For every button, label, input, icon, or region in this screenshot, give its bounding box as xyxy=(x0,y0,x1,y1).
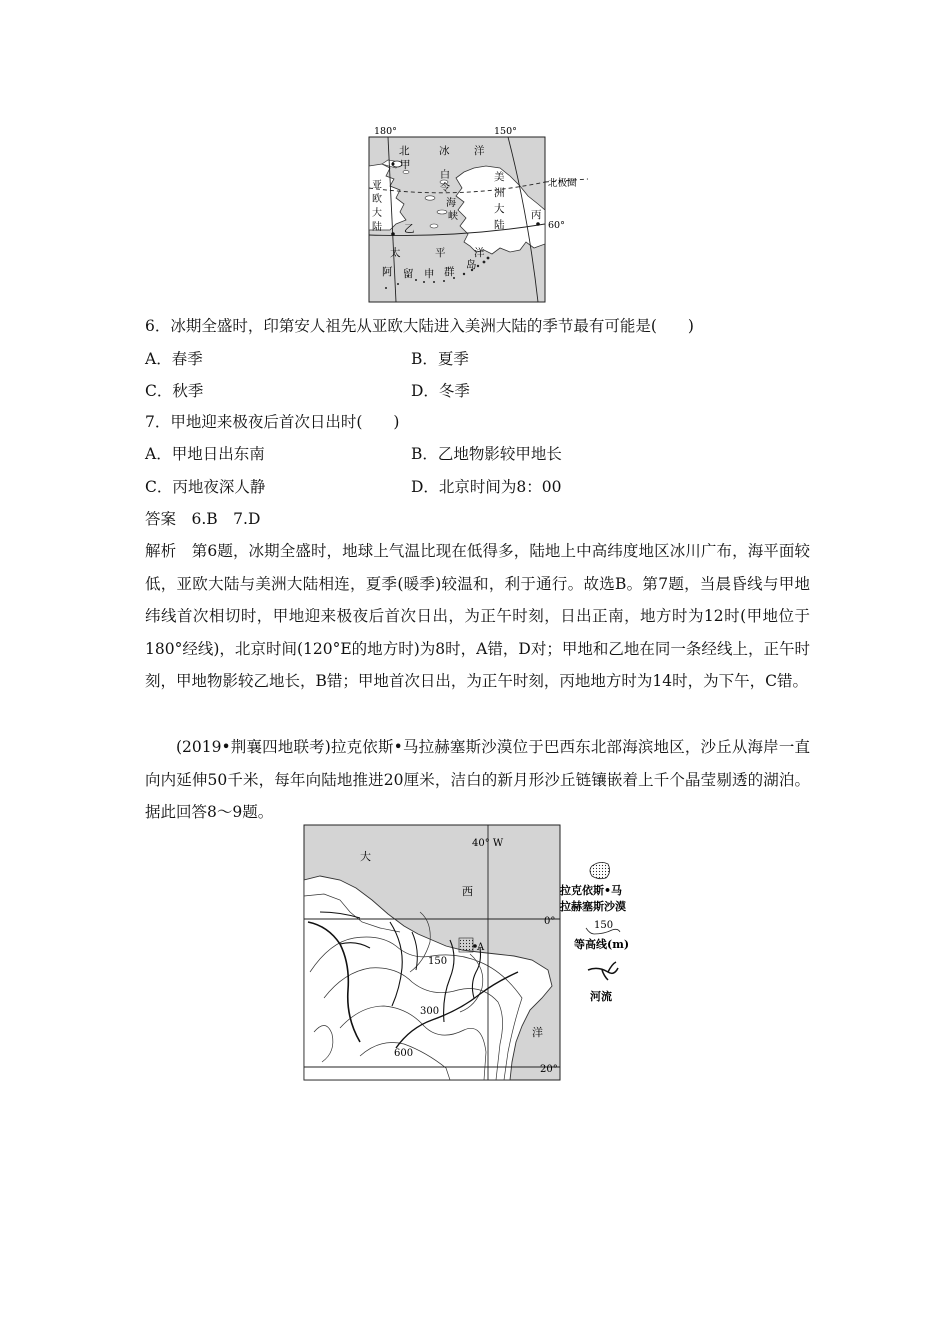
islands-char-5: 岛 xyxy=(466,259,477,271)
strait-char-2: 令 xyxy=(440,183,450,194)
islands-char-2: 留 xyxy=(403,268,414,280)
ocean-label-3: 洋 xyxy=(474,145,485,157)
lat-20-label: 20° xyxy=(540,1064,558,1075)
pacific-char-1: 太 xyxy=(390,247,401,259)
eurasia-char-2: 欧 xyxy=(372,194,382,205)
arctic-circle-label: 北极圈 xyxy=(548,178,577,189)
america-char-3: 大 xyxy=(494,203,505,215)
contour-label-600: 600 xyxy=(394,1048,414,1059)
pacific-char-2: 平 xyxy=(435,247,446,259)
ocean-label-1: 北 xyxy=(399,145,410,157)
bing-marker xyxy=(536,222,540,226)
legend-desert-swatch xyxy=(590,862,610,878)
ocean-char-2: 西 xyxy=(462,885,473,898)
contour-label-150: 150 xyxy=(428,956,448,967)
lat-60-label: 60° xyxy=(548,220,565,231)
contour-label-300: 300 xyxy=(420,1006,440,1017)
place-jia: 甲 xyxy=(400,159,411,171)
legend-desert-line1: 拉克依斯•马 xyxy=(560,884,623,897)
strait-char-3: 海 xyxy=(446,198,456,209)
legend-contour-label: 等高线(m) xyxy=(574,938,630,951)
islands-char-4: 群 xyxy=(444,266,455,278)
ocean-label-2: 冰 xyxy=(439,145,450,157)
q6-stem: 6．冰期全盛时，印第安人祖先从亚欧大陆进入美洲大陆的季节最有可能是( ) xyxy=(145,317,694,335)
q6-option-b: B．夏季 xyxy=(411,350,469,368)
america-char-2: 洲 xyxy=(494,187,505,199)
ocean-char-1: 大 xyxy=(360,850,371,863)
islands-char-1: 阿 xyxy=(382,266,393,278)
answer-line: 答案 6.B 7.D xyxy=(145,510,261,528)
eurasia-char-3: 大 xyxy=(372,208,382,219)
pacific-char-3: 洋 xyxy=(474,247,485,259)
place-bing: 丙 xyxy=(531,209,542,221)
legend-contour-value: 150 xyxy=(594,920,614,931)
ocean-char-3: 洋 xyxy=(532,1026,543,1039)
q6-option-a: A．春季 xyxy=(145,350,203,368)
strait-char-4: 峡 xyxy=(448,211,458,222)
islands-char-3: 申 xyxy=(424,268,435,280)
q7-option-b: B．乙地物影较甲地长 xyxy=(411,445,562,463)
q7-stem: 7．甲地迎来极夜后首次日出时( ) xyxy=(145,413,400,431)
map-legend xyxy=(556,858,650,1008)
q6-option-c: C．秋季 xyxy=(145,382,204,400)
legend-desert-line2: 拉赫塞斯沙漠 xyxy=(560,900,626,913)
legend-river-label: 河流 xyxy=(590,990,612,1003)
desert-area xyxy=(459,938,473,952)
bering-strait-map xyxy=(360,124,592,304)
lon-150-label: 150° xyxy=(494,126,517,137)
q6-option-d: D．冬季 xyxy=(411,382,470,400)
place-yi: 乙 xyxy=(404,223,415,235)
lat-0-label: 0° xyxy=(544,916,556,927)
q7-option-a: A．甲地日出东南 xyxy=(145,445,265,463)
point-a-label: A xyxy=(477,942,485,953)
lon-180-label: 180° xyxy=(374,126,397,137)
legend-river-icon xyxy=(588,962,618,980)
intro-paragraph: (2019•荆襄四地联考)拉克依斯•马拉赫塞斯沙漠位于巴西东北部海滨地区，沙丘从海岸一直向内延伸50千米，每年向陆地推进20厘米，洁白的新月形沙丘链镶嵌着上千个晶莹剔透的湖泊。据此回答8～9题。 xyxy=(145,738,810,822)
yi-marker xyxy=(391,232,395,236)
eurasia-char-1: 亚 xyxy=(372,180,382,191)
strait-char-1: 白 xyxy=(440,170,450,181)
america-char-4: 陆 xyxy=(494,219,505,231)
lon-40w-label: 40° W xyxy=(472,838,504,849)
analysis-paragraph: 解析 第6题，冰期全盛时，地球上气温比现在低得多，陆地上中高纬度地区冰川广布，海平面较低，亚欧大陆与美洲大陆相连，夏季(暖季)较温和，利于通行。故选B。第7题，当晨昏线与甲地纬线首次相切时，甲地迎来极夜后首次日出，为正午时刻，日出正南，地方时为12时(甲地位于180°经线)，北京时间(120°E的地方时)为8时，A错，D对；甲地和乙地在同一条经线上，正午时刻，甲地物影较乙地长，B错；甲地首次日出，为正午时刻，丙地地方时为14时，为下午，C错。 xyxy=(145,542,810,691)
eurasia-char-4: 陆 xyxy=(372,222,382,233)
q7-option-c: C．丙地夜深人静 xyxy=(145,478,266,496)
q7-option-d: D．北京时间为8：00 xyxy=(411,478,562,496)
america-char-1: 美 xyxy=(494,171,505,183)
